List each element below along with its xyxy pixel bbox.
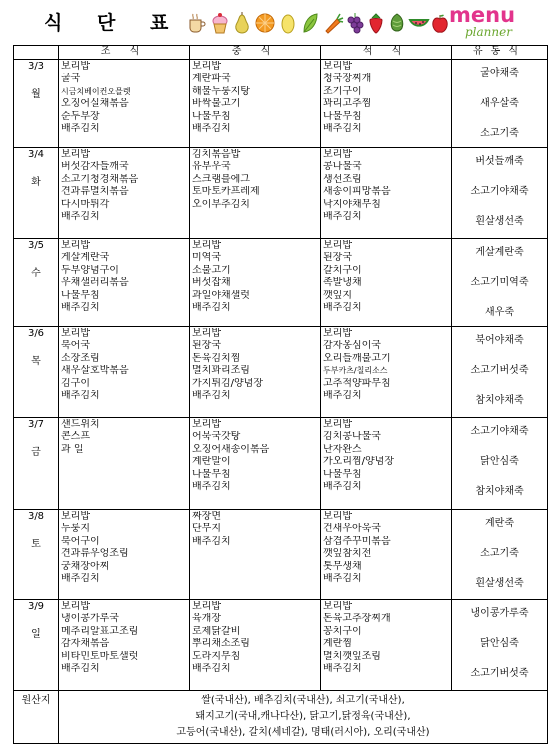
header-porridge: 유동식	[452, 46, 548, 60]
day-cell	[14, 148, 59, 239]
porridge-cell	[452, 327, 548, 418]
porridge-item: 소고기죽	[480, 128, 519, 139]
menu-item: 나물무침	[61, 289, 100, 301]
porridge-item: 소고기미역죽	[470, 277, 529, 288]
menu-item: 배추김치	[61, 211, 100, 223]
leaf-icon	[300, 9, 320, 37]
menu-item: 새우살호박볶음	[61, 365, 129, 377]
menu-item: 메추리알표고조림	[61, 625, 139, 637]
menu-item: 가지튀김/양념장	[192, 377, 263, 389]
menu-item: 가오리찜/양념장	[323, 456, 394, 468]
porridge-item: 닭안심죽	[480, 638, 519, 649]
porridge-item: 게살계란죽	[475, 247, 524, 258]
menu-item: 돈육김치찜	[192, 352, 241, 364]
menu-item: 샌드위치	[61, 419, 100, 430]
date-label: 3/4	[27, 149, 45, 160]
menu-item: 순두부장	[61, 110, 100, 122]
menu-item: 보리밥	[323, 419, 352, 430]
menu-item: 견과류멸치볶음	[61, 186, 129, 198]
menu-item: 낙지야채무침	[323, 198, 381, 210]
origin-row	[14, 691, 548, 744]
menu-item: 나물무침	[192, 468, 231, 480]
day-cell	[14, 327, 59, 418]
menu-item: 콩나물국	[323, 161, 362, 173]
header-day	[14, 46, 59, 60]
dinner-cell	[321, 60, 452, 148]
menu-item: 로제닭갈비	[192, 625, 241, 637]
menu-item: 보리밥	[192, 61, 221, 72]
date-label: 3/9	[27, 601, 45, 612]
date-label: 3/8	[27, 511, 45, 522]
porridge-item: 흰살생선죽	[475, 216, 524, 227]
porridge-item: 소고기버섯죽	[470, 365, 529, 376]
menu-item: 보리밥	[192, 328, 221, 339]
menu-item: 두부양념구이	[61, 264, 119, 276]
menu-item	[61, 469, 189, 481]
menu-item: 배추김치	[61, 123, 100, 135]
porridge-item: 새우죽	[485, 307, 514, 318]
porridge-cell	[452, 510, 548, 600]
menu-item: 소불고기	[192, 264, 231, 276]
menu-item: 된장국	[323, 252, 352, 264]
porridge-item: 참치야채죽	[475, 486, 524, 497]
menu-item: 뿌리채소조림	[192, 638, 250, 650]
date-label: 3/5	[27, 240, 45, 251]
menu-item: 배추김치	[192, 123, 231, 135]
menu-item: 새송이피망볶음	[323, 186, 391, 198]
porridge-item: 흰살생선죽	[475, 578, 524, 589]
menu-item: 감자옹심이국	[323, 340, 381, 352]
menu-item: 북어구이	[61, 535, 100, 547]
breakfast-cell	[59, 418, 190, 510]
menu-item: 냉이콩가루국	[61, 613, 119, 625]
menu-item: 청국장찌개	[323, 73, 372, 85]
porridge-item: 북어야채죽	[475, 335, 524, 346]
menu-item: 보리밥	[192, 240, 221, 251]
menu-item: 게살계란국	[61, 252, 110, 264]
header	[0, 0, 557, 45]
menu-item: 배추김치	[61, 573, 100, 585]
menu-item: 배추김치	[323, 573, 362, 585]
menu-item: 다시마튀각	[61, 198, 110, 210]
menu-item: 보리밥	[323, 61, 352, 72]
origin-line: 쌀(국내산), 배추김치(국내산), 쇠고기(국내산),	[201, 695, 405, 706]
menu-item: 배추김치	[192, 663, 231, 675]
menu-item: 꽈리고추찜	[323, 98, 372, 110]
menu-item: 배추김치	[192, 535, 231, 547]
menu-item: 두부카츠/칠리소스	[323, 366, 388, 376]
menu-item: 삼겹주꾸미볶음	[323, 535, 391, 547]
menu-item: 누룽지	[61, 523, 90, 535]
porridge-item: 냉이콩가루죽	[470, 608, 529, 619]
breakfast-cell	[59, 148, 190, 239]
menu-item	[192, 573, 320, 585]
menu-item	[61, 456, 189, 468]
menu-item: 난자완스	[323, 443, 362, 455]
menu-item: 오징어새송이볶음	[192, 443, 270, 455]
menu-item: 배추김치	[61, 390, 100, 402]
cupcake-icon	[210, 9, 230, 37]
menu-item: 고추적양파무침	[323, 377, 391, 389]
header-dinner: 석 식	[321, 46, 452, 60]
menu-item: 나물무침	[323, 468, 362, 480]
orange-icon	[254, 9, 276, 37]
weekday-label: 화	[31, 177, 41, 188]
day-row	[14, 510, 548, 600]
menu-item: 소고기청경채볶음	[61, 173, 139, 185]
menu-item: 보리밥	[61, 511, 90, 522]
menu-item: 도라지무침	[192, 650, 241, 662]
menu-item: 보리밥	[61, 61, 90, 72]
menu-item: 보리밥	[192, 419, 221, 430]
weekday-label: 목	[31, 356, 41, 367]
coffee-cup-icon	[186, 9, 208, 37]
weekday-label: 월	[31, 89, 41, 100]
lunch-cell	[190, 600, 321, 691]
menu-item	[192, 561, 320, 573]
menu-item: 버섯잡채	[192, 277, 231, 289]
menu-item: 돈육고추장찌개	[323, 613, 391, 625]
menu-item: 유부우국	[192, 161, 231, 173]
day-cell	[14, 510, 59, 600]
menu-item: 톳무생채	[323, 560, 362, 572]
day-row	[14, 327, 548, 418]
day-cell	[14, 239, 59, 327]
day-row	[14, 600, 548, 691]
menu-item: 미역국	[192, 252, 221, 264]
menu-item: 과일야채샐럿	[192, 289, 250, 301]
porridge-item: 소고기야채죽	[470, 186, 529, 197]
menu-item: 오징어실채볶음	[61, 98, 129, 110]
brand-planner-text: planner	[465, 25, 512, 39]
menu-item: 깻잎지	[323, 289, 352, 301]
day-row	[14, 148, 548, 239]
dinner-cell	[321, 239, 452, 327]
origin-text	[59, 691, 548, 744]
origin-label: 원산지	[14, 691, 59, 744]
menu-item: 스크램블에그	[192, 173, 250, 185]
menu-item: 계란말이	[192, 456, 231, 468]
dinner-cell	[321, 510, 452, 600]
day-row	[14, 60, 548, 148]
menu-item: 과 일	[61, 443, 84, 455]
menu-item: 견과류우엉조림	[61, 548, 129, 560]
porridge-cell	[452, 148, 548, 239]
menu-item: 굴국	[61, 73, 81, 85]
menu-item: 오이부추김치	[192, 198, 250, 210]
lunch-cell	[190, 510, 321, 600]
porridge-item: 참치야채죽	[475, 395, 524, 406]
weekday-label: 수	[31, 268, 41, 279]
menu-item	[192, 548, 320, 560]
breakfast-cell	[59, 327, 190, 418]
porridge-cell	[452, 600, 548, 691]
lunch-cell	[190, 60, 321, 148]
menu-item: 보리밥	[323, 240, 352, 251]
grapes-icon	[345, 9, 365, 37]
menu-item: 나물무침	[323, 110, 362, 122]
menu-item: 깻잎참치전	[323, 548, 372, 560]
apple-icon	[430, 9, 450, 37]
menu-item	[61, 481, 189, 493]
menu-item: 비타민토마토샐럿	[61, 650, 139, 662]
page-title: 식 단 표	[44, 12, 183, 34]
menu-item: 보리밥	[61, 240, 90, 251]
weekday-label: 일	[31, 629, 41, 640]
dinner-cell	[321, 148, 452, 239]
menu-item: 배추김치	[192, 302, 231, 314]
date-label: 3/7	[27, 419, 45, 430]
header-lunch: 중 식	[190, 46, 321, 60]
menu-item: 시금치베이컨오믈렛	[61, 86, 131, 96]
menu-item: 된장국	[192, 340, 221, 352]
porridge-item: 닭안심죽	[480, 456, 519, 467]
menu-item: 김치콩나물국	[323, 431, 381, 443]
dinner-cell	[321, 418, 452, 510]
breakfast-cell	[59, 60, 190, 148]
menu-item: 북어국	[61, 340, 90, 352]
porridge-item: 새우살죽	[480, 98, 519, 109]
menu-item: 건새우아욱국	[323, 523, 381, 535]
day-cell	[14, 418, 59, 510]
lunch-cell	[190, 418, 321, 510]
breakfast-cell	[59, 239, 190, 327]
carrot-icon	[322, 9, 344, 37]
menu-item: 육개장	[192, 613, 221, 625]
menu-item: 배추김치	[323, 663, 362, 675]
date-label: 3/3	[27, 61, 45, 72]
menu-item: 멸치꽈리조림	[192, 365, 250, 377]
artichoke-icon	[387, 9, 407, 37]
menu-item: 배추김치	[323, 390, 362, 402]
lemon-icon	[278, 9, 298, 37]
menu-item: 보리밥	[323, 149, 352, 160]
menu-item: 나물무침	[192, 110, 231, 122]
dinner-cell	[321, 327, 452, 418]
watermelon-icon	[408, 9, 430, 37]
menu-item: 김치볶음밥	[192, 149, 241, 160]
menu-item: 배추김치	[61, 302, 100, 314]
porridge-item: 굴야채죽	[480, 68, 519, 79]
menu-item: 배추김치	[323, 481, 362, 493]
menu-item: 보리밥	[323, 601, 352, 612]
menu-item: 어묵국갓탕	[192, 431, 241, 443]
menu-item: 배추김치	[192, 481, 231, 493]
strawberry-icon	[366, 9, 386, 37]
menu-item: 버섯감자들깨국	[61, 161, 129, 173]
menu-item: 우채샐러리볶음	[61, 277, 129, 289]
menu-item: 조기구이	[323, 85, 362, 97]
menu-item: 보리밥	[323, 328, 352, 339]
header-row	[14, 46, 548, 60]
porridge-item: 소고기죽	[480, 548, 519, 559]
menu-item	[192, 211, 320, 223]
breakfast-cell	[59, 600, 190, 691]
weekday-label: 금	[31, 447, 41, 458]
menu-item: 계란파국	[192, 73, 231, 85]
brand-logo	[449, 3, 539, 41]
menu-item: 콘스프	[61, 431, 90, 443]
breakfast-cell	[59, 510, 190, 600]
header-breakfast: 조 식	[59, 46, 190, 60]
brand-menu-text: menu	[449, 3, 516, 27]
dinner-cell	[321, 600, 452, 691]
menu-item: 보리밥	[61, 328, 90, 339]
day-cell	[14, 60, 59, 148]
menu-item: 생선조림	[323, 173, 362, 185]
menu-item: 배추김치	[61, 663, 100, 675]
menu-item: 단무지	[192, 523, 221, 535]
lunch-cell	[190, 239, 321, 327]
porridge-cell	[452, 239, 548, 327]
pear-icon	[232, 9, 252, 37]
menu-table	[13, 45, 548, 744]
menu-item: 보리밥	[192, 601, 221, 612]
menu-item: 배추김치	[192, 390, 231, 402]
menu-item: 배추김치	[323, 123, 362, 135]
menu-item: 토마토카프레제	[192, 186, 260, 198]
menu-item: 오리들깨불고기	[323, 352, 391, 364]
menu-item: 갈치구이	[323, 264, 362, 276]
menu-item: 소장조림	[61, 352, 100, 364]
porridge-item: 버섯들깨죽	[475, 156, 524, 167]
weekday-label: 토	[31, 539, 41, 550]
origin-line: 돼지고기(국내,캐나다산), 닭고기,닭정육(국내산),	[195, 711, 411, 722]
menu-item: 보리밥	[61, 149, 90, 160]
menu-item: 족발냉채	[323, 277, 362, 289]
menu-item: 해물누룽지탕	[192, 85, 250, 97]
menu-item: 꽁치구이	[323, 625, 362, 637]
menu-item: 짜장면	[192, 511, 221, 522]
porridge-item: 소고기야채죽	[470, 426, 529, 437]
menu-item: 감자채볶음	[61, 638, 110, 650]
day-cell	[14, 600, 59, 691]
menu-item: 궁채장아찌	[61, 560, 110, 572]
porridge-cell	[452, 60, 548, 148]
menu-item: 배추김치	[323, 302, 362, 314]
porridge-item: 계란죽	[485, 518, 514, 529]
lunch-cell	[190, 148, 321, 239]
menu-item: 보리밥	[323, 511, 352, 522]
menu-item: 계란찜	[323, 638, 352, 650]
porridge-item: 소고기버섯죽	[470, 668, 529, 679]
lunch-cell	[190, 327, 321, 418]
origin-line: 고등어(국내산), 갈치(세네갈), 명태(러시아), 오리(국내산)	[176, 727, 430, 738]
menu-item: 김구이	[61, 377, 90, 389]
day-row	[14, 239, 548, 327]
porridge-cell	[452, 418, 548, 510]
menu-item: 배추김치	[323, 211, 362, 223]
menu-item: 보리밥	[61, 601, 90, 612]
date-label: 3/6	[27, 328, 45, 339]
day-row	[14, 418, 548, 510]
menu-item: 바싹불고기	[192, 98, 241, 110]
menu-item: 멸치깻잎조림	[323, 650, 381, 662]
